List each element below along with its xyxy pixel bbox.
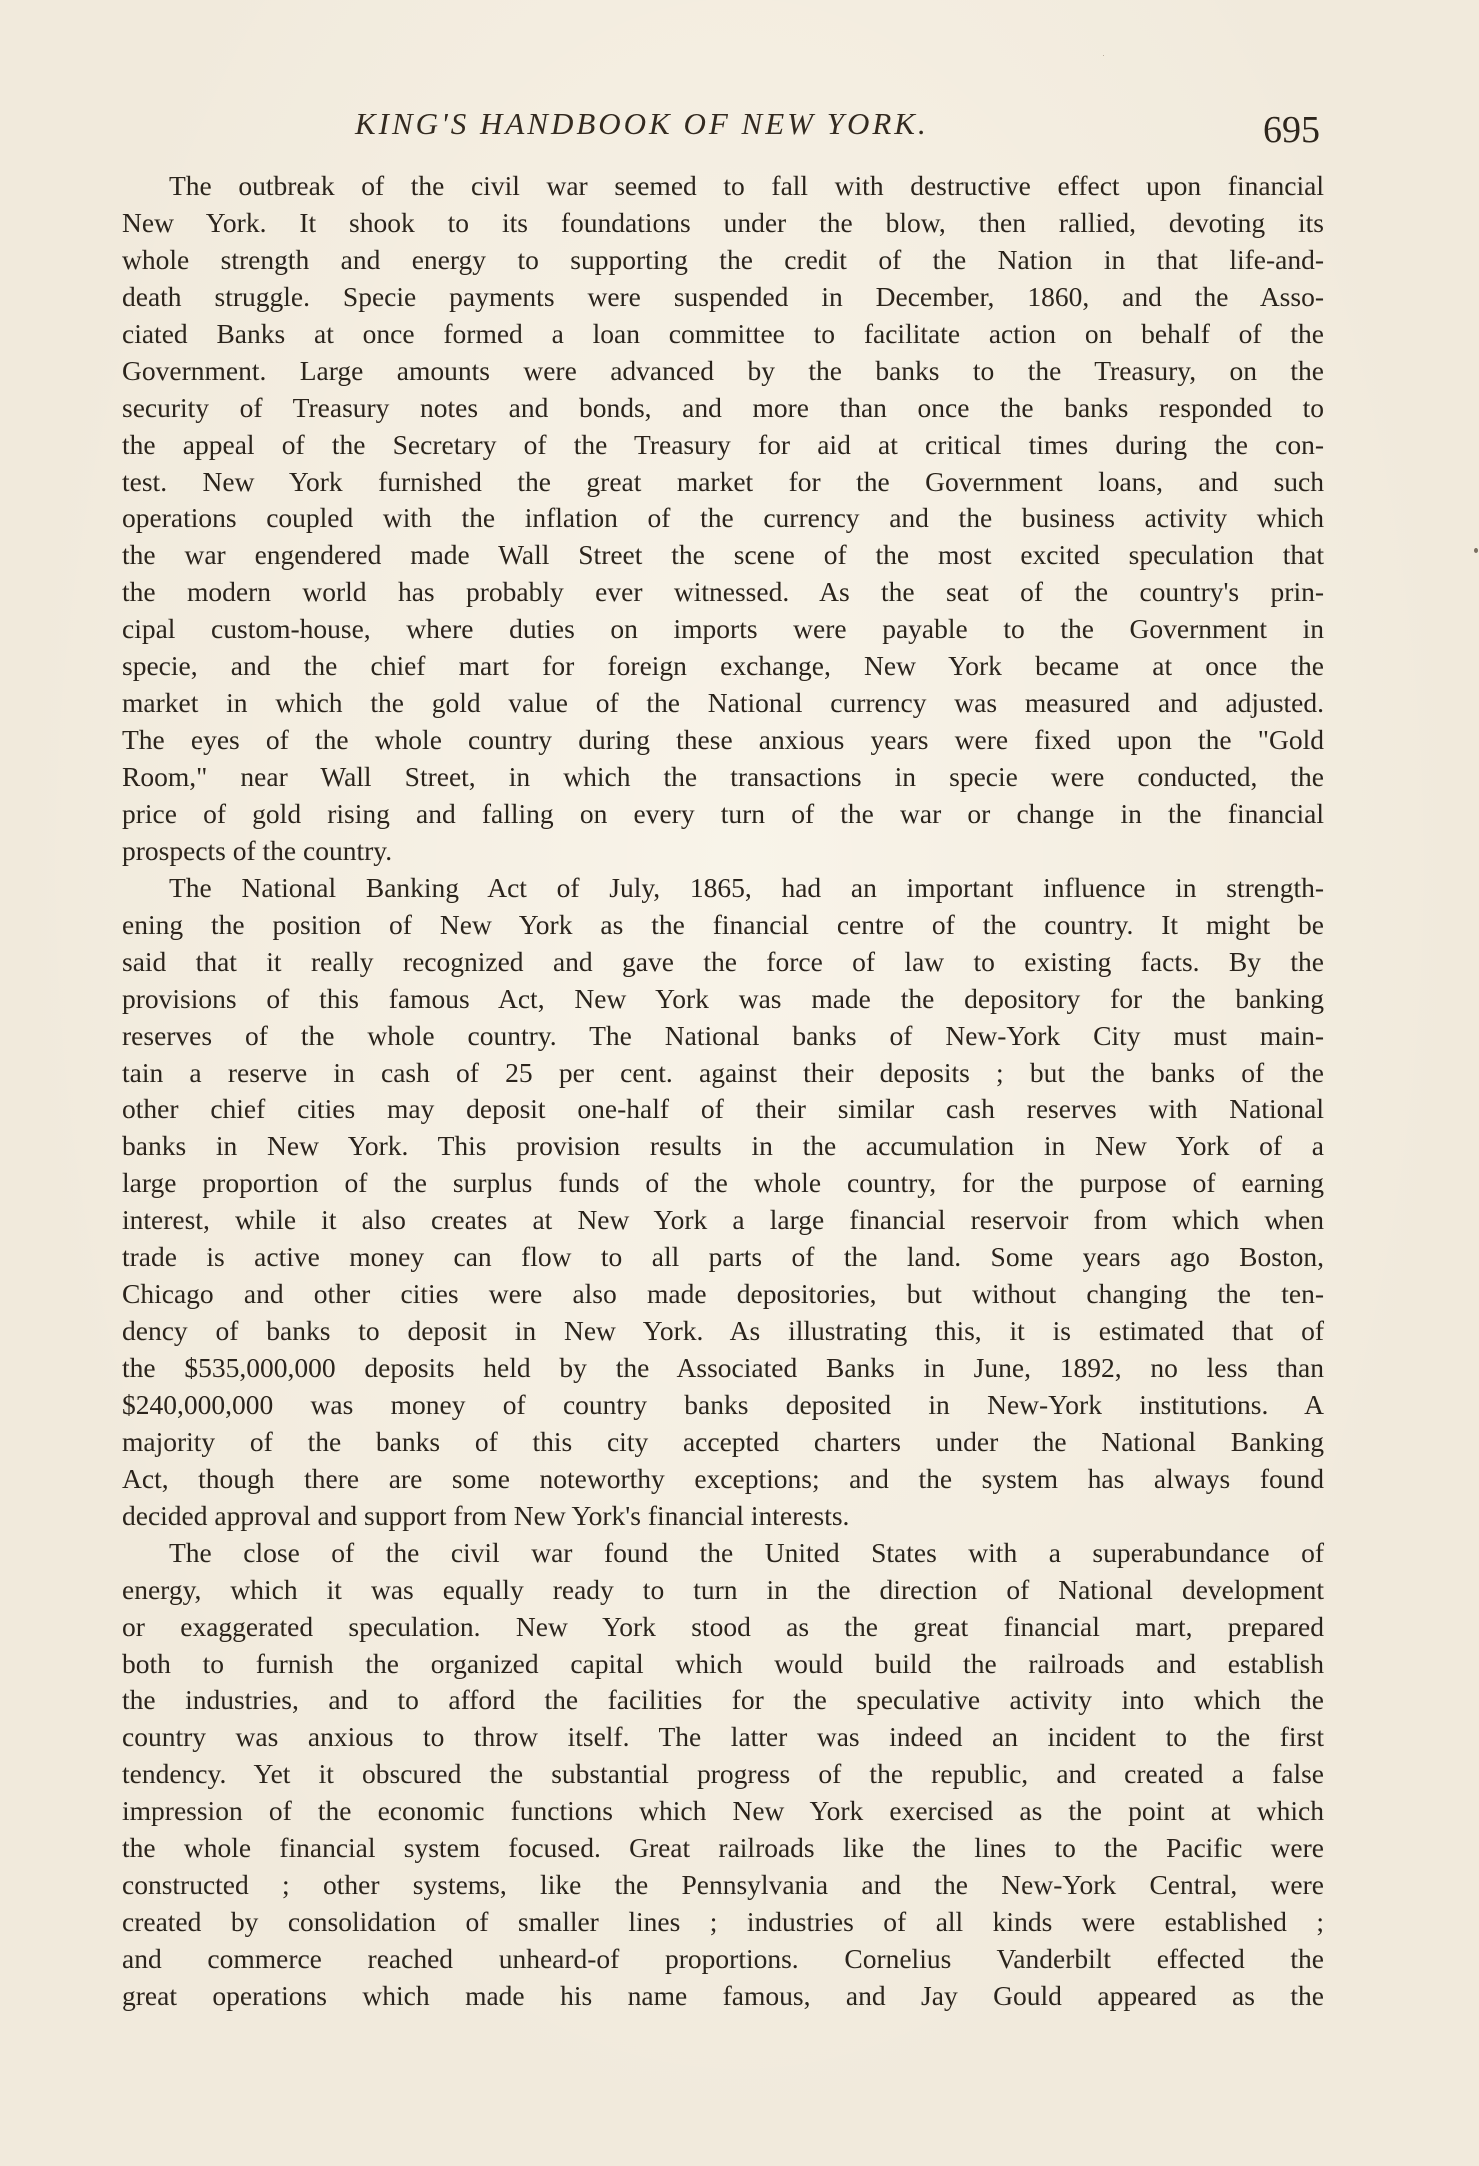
text-line: the $535,000,000 deposits held by the Associated Banks in June, 1892, no less than xyxy=(122,1352,1324,1383)
text-line: Act, though there are some noteworthy exceptions; and the system has always found xyxy=(122,1462,1324,1494)
text-line: provisions of this famous Act, New York was made the depository for the banking xyxy=(122,982,1324,1014)
text-line: The close of the civil war found the United States with a superabundance of xyxy=(169,1536,1324,1568)
text-line: the war engendered made Wall Street the scene of the most excited speculation that xyxy=(122,539,1324,571)
text-line: price of gold rising and falling on every turn of the war or change in the financial xyxy=(122,797,1324,829)
text-line: The National Banking Act of July, 1865, had an important influence in strength- xyxy=(169,871,1324,903)
text-line: ening the position of New York as the financial centre of the country. It might be xyxy=(122,908,1324,940)
text-line: cipal custom-house, where duties on imports were payable to the Government in xyxy=(122,613,1324,645)
running-head xyxy=(120,98,1320,151)
running-title: KING'S HANDBOOK OF NEW YORK. xyxy=(355,106,929,141)
text-line: The outbreak of the civil war seemed to fall with destructive effect upon financial xyxy=(169,170,1324,201)
text-line: tendency. Yet it obscured the substantial progress of the republic, and created a false xyxy=(122,1758,1324,1790)
text-line: interest, while it also creates at New York a large financial reservoir from which when xyxy=(122,1204,1324,1236)
text-line: or exaggerated speculation. New York stood as the great financial mart, prepared xyxy=(122,1610,1324,1642)
text-line: decided approval and support from New York's financial interests. xyxy=(122,1499,850,1531)
text-line: reserves of the whole country. The National banks of New-York City must main- xyxy=(122,1019,1324,1051)
text-line: great operations which made his name famous, and Jay Gould appeared as the xyxy=(122,1979,1324,2011)
text-line: other chief cities may deposit one-half of their similar cash reserves with National xyxy=(122,1093,1324,1125)
text-line: majority of the banks of this city accepted charters under the National Banking xyxy=(122,1425,1324,1457)
text-line: security of Treasury notes and bonds, and more than once the banks responded to xyxy=(122,391,1324,423)
text-line: energy, which it was equally ready to turn in the direction of National development xyxy=(122,1573,1324,1605)
text-line: ciated Banks at once formed a loan committee to facilitate action on behalf of the xyxy=(122,317,1324,349)
text-line: large proportion of the surplus funds of the whole country, for the purpose of earning xyxy=(122,1167,1324,1199)
text-line: Government. Large amounts were advanced by the banks to the Treasury, on the xyxy=(122,354,1324,386)
text-line: the modern world has probably ever witnessed. As the seat of the country's prin- xyxy=(122,576,1324,608)
body-text xyxy=(122,168,1324,2015)
text-line: New York. It shook to its foundations under the blow, then rallied, devoting its xyxy=(122,206,1324,238)
page-number: 695 xyxy=(1263,109,1320,151)
text-line: $240,000,000 was money of country banks deposited in New-York institutions. A xyxy=(122,1388,1324,1420)
text-line: the industries, and to afford the facilities for the speculative activity into which the xyxy=(122,1684,1324,1716)
text-line: Chicago and other cities were also made depositories, but without changing the ten- xyxy=(122,1278,1324,1310)
text-line: test. New York furnished the great market for the Government loans, and such xyxy=(122,465,1324,497)
text-line: The eyes of the whole country during these anxious years were fixed upon the "Gold xyxy=(122,724,1324,756)
text-line: death struggle. Specie payments were suspended in December, 1860, and the Asso- xyxy=(122,280,1324,312)
text-line: prospects of the country. xyxy=(122,834,393,866)
text-line: the appeal of the Secretary of the Treasury for aid at critical times during the con- xyxy=(122,428,1324,460)
text-line: constructed ; other systems, like the Pennsylvania and the New-York Central, were xyxy=(122,1869,1324,1901)
text-line: market in which the gold value of the National currency was measured and adjusted. xyxy=(122,687,1324,719)
paper-fleck xyxy=(1474,548,1478,553)
text-line: both to furnish the organized capital which would build the railroads and establish xyxy=(122,1647,1324,1679)
text-line: dency of banks to deposit in New York. As illustrating this, it is estimated that of xyxy=(122,1315,1324,1347)
text-line: trade is active money can flow to all parts of the land. Some years ago Boston, xyxy=(122,1241,1324,1273)
text-line: and commerce reached unheard-of proportions. Cornelius Vanderbilt effected the xyxy=(122,1943,1324,1974)
text-line: tain a reserve in cash of 25 per cent. against their deposits ; but the banks of the xyxy=(122,1056,1324,1088)
text-line: Room," near Wall Street, in which the transactions in specie were conducted, the xyxy=(122,761,1324,792)
text-line: whole strength and energy to supporting the credit of the Nation in that life-and- xyxy=(122,243,1324,275)
margin-mark xyxy=(1103,55,1104,56)
text-line: created by consolidation of smaller lines ; industries of all kinds were established ; xyxy=(122,1906,1324,1938)
text-line: country was anxious to throw itself. The latter was indeed an incident to the first xyxy=(122,1721,1324,1753)
text-line: the whole financial system focused. Great railroads like the lines to the Pacific were xyxy=(122,1832,1324,1864)
text-line: operations coupled with the inflation of the currency and the business activity which xyxy=(122,502,1324,534)
text-line: specie, and the chief mart for foreign exchange, New York became at once the xyxy=(122,650,1324,682)
text-line: banks in New York. This provision results in the accumulation in New York of a xyxy=(122,1130,1324,1162)
text-line: impression of the economic functions which New York exercised as the point at which xyxy=(122,1795,1324,1827)
text-line: said that it really recognized and gave the force of law to existing facts. By the xyxy=(122,945,1324,977)
